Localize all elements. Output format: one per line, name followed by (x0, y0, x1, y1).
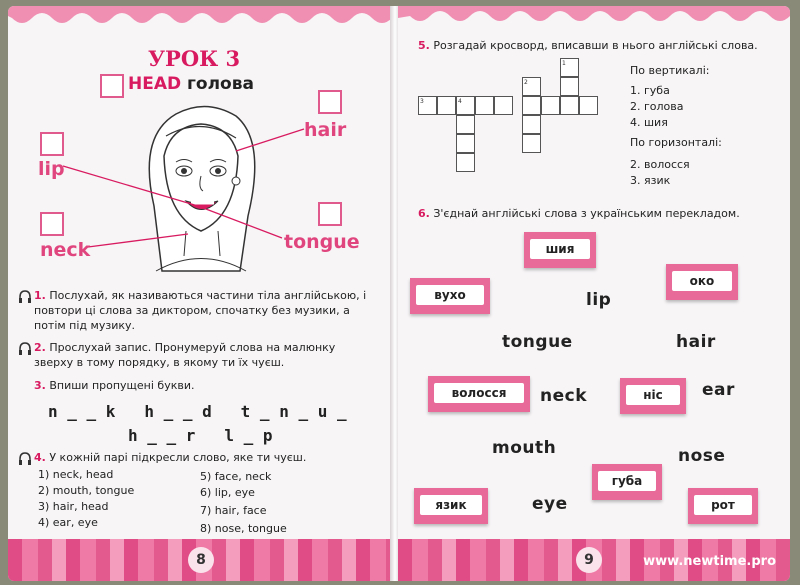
neck-checkbox[interactable] (40, 212, 64, 236)
pair-item[interactable]: 3) hair, head (38, 500, 109, 513)
headphones-icon (18, 290, 32, 304)
clue-item: 2. голова (630, 100, 684, 113)
clue-item: 4. шия (630, 116, 668, 129)
page-number: 8 (188, 547, 214, 573)
crossword-cell[interactable] (494, 96, 513, 115)
crossword-cell[interactable] (541, 96, 560, 115)
crossword-cell[interactable]: 1 (560, 58, 579, 77)
english-word[interactable]: hair (676, 332, 716, 352)
english-word[interactable]: neck (540, 386, 588, 406)
pair-item[interactable]: 1) neck, head (38, 468, 114, 481)
english-word[interactable]: eye (532, 494, 568, 514)
english-word[interactable]: lip (586, 290, 612, 310)
english-word[interactable]: ear (702, 380, 735, 400)
translation-card[interactable]: око (666, 264, 738, 300)
horizontal-clues-title: По горизонталі: (630, 136, 722, 149)
headphones-icon (18, 342, 32, 356)
crossword-cell[interactable]: 2 (522, 77, 541, 96)
pair-item[interactable]: 4) ear, eye (38, 516, 98, 529)
crossword-cell[interactable] (560, 96, 579, 115)
head-label-uk: голова (187, 74, 254, 94)
pair-item[interactable]: 7) hair, face (200, 504, 267, 517)
crossword-cell[interactable] (522, 96, 541, 115)
crossword-cell[interactable] (456, 153, 475, 172)
translation-card[interactable]: губа (592, 464, 662, 500)
neck-label: neck (40, 239, 91, 261)
head-label-en: HEAD (128, 74, 182, 94)
headphones-icon (18, 452, 32, 466)
english-word[interactable]: tongue (502, 332, 573, 352)
translation-card[interactable]: язик (414, 488, 488, 524)
translation-card[interactable]: шия (524, 232, 596, 268)
crossword-cell[interactable] (579, 96, 598, 115)
pair-item[interactable]: 6) lip, eye (200, 486, 255, 499)
hair-label: hair (304, 119, 347, 141)
task3-line2[interactable]: h _ _ r l _ p (128, 426, 273, 445)
crossword-cell[interactable] (437, 96, 456, 115)
task3-instruction: 3. Впиши пропущені букви. (34, 379, 195, 392)
translation-card[interactable]: вухо (410, 278, 490, 314)
task2-instruction: 2. Прослухай запис. Пронумеруй слова на малюнку зверху в тому порядку, в якому ти їх чуєш. (34, 341, 336, 369)
tongue-checkbox[interactable] (318, 202, 342, 226)
task6-instruction: 6. З'єднай англійські слова з українським перекладом. (418, 207, 740, 220)
crossword-cell[interactable]: 4 (456, 96, 475, 115)
lip-label: lip (38, 158, 65, 180)
vertical-clues-title: По вертикалі: (630, 64, 710, 77)
lesson-title: УРОК 3 (148, 46, 241, 71)
crossword-cell[interactable] (522, 115, 541, 134)
pair-item[interactable]: 2) mouth, tongue (38, 484, 135, 497)
task5-instruction: 5. Розгадай кросворд, вписавши в нього англійські слова. (418, 39, 758, 52)
english-word[interactable]: nose (678, 446, 726, 466)
clue-item: 3. язик (630, 174, 671, 187)
task1-instruction: 1. Послухай, як називаються частини тіла англійською, і повтори ці слова за диктором, спочатку без музики, а потім під музику. (34, 289, 367, 332)
pair-item[interactable]: 5) face, neck (200, 470, 272, 483)
hair-checkbox[interactable] (318, 90, 342, 114)
website-link[interactable]: www.newtime.pro (643, 554, 776, 569)
page-number: 9 (576, 547, 602, 573)
crossword-cell[interactable] (560, 77, 579, 96)
translation-card[interactable]: волосся (428, 376, 530, 412)
translation-card[interactable]: рот (688, 488, 758, 524)
tongue-label: tongue (284, 231, 360, 253)
crossword-cell[interactable] (522, 134, 541, 153)
crossword-cell[interactable] (475, 96, 494, 115)
english-word[interactable]: mouth (492, 438, 557, 458)
crossword-cell[interactable] (456, 115, 475, 134)
wavy-top-border (398, 6, 790, 32)
clue-item: 1. губа (630, 84, 670, 97)
left-page (8, 6, 392, 581)
task3-line1[interactable]: n _ _ k h _ _ d t _ n _ u _ (48, 402, 347, 421)
pair-item[interactable]: 8) nose, tongue (200, 522, 287, 535)
crossword-cell[interactable] (456, 134, 475, 153)
task4-instruction: 4. У кожній парі підкресли слово, яке ти чуєш. (34, 451, 307, 464)
clue-item: 2. волосся (630, 158, 690, 171)
translation-card[interactable]: ніс (620, 378, 686, 414)
lip-checkbox[interactable] (40, 132, 64, 156)
right-page (398, 6, 790, 581)
crossword-cell[interactable]: 3 (418, 96, 437, 115)
